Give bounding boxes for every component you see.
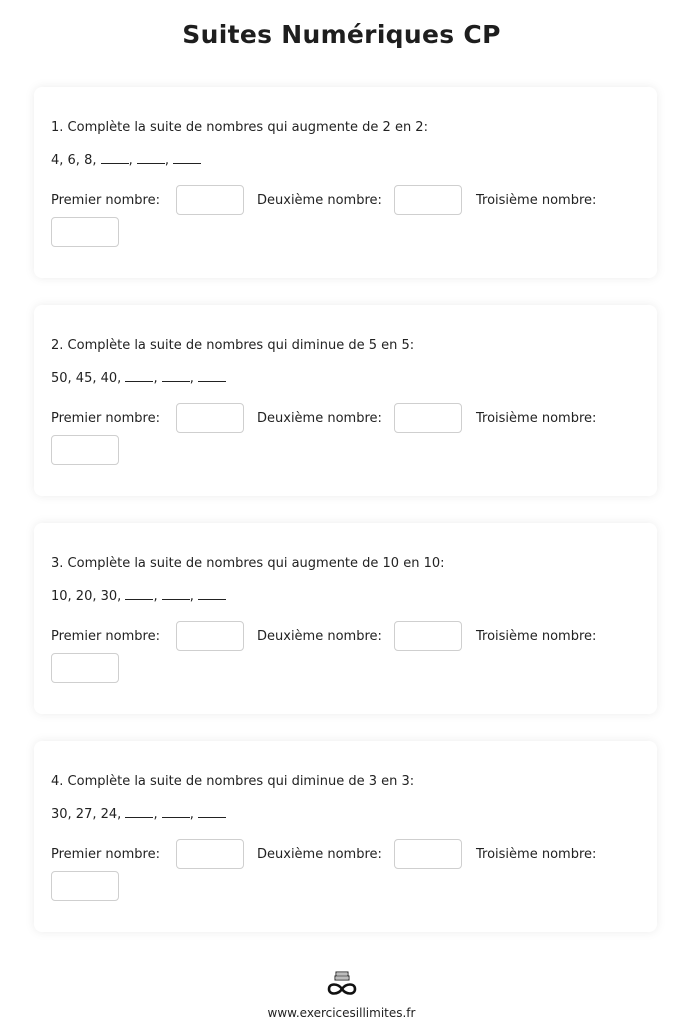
second-number-input[interactable] — [394, 185, 462, 215]
first-number-input[interactable] — [176, 839, 244, 869]
question-text: 4. Complète la suite de nombres qui diminue de 3 en 3: — [51, 774, 415, 789]
sequence: 50, 45, 40, , , — [51, 371, 226, 386]
second-number-label: Deuxième nombre: — [257, 411, 382, 426]
sequence: 30, 27, 24, , , — [51, 807, 226, 822]
question-text: 3. Complète la suite de nombres qui augmente de 10 en 10: — [51, 556, 445, 571]
third-number-input[interactable] — [51, 871, 119, 901]
first-number-label: Premier nombre: — [51, 629, 160, 644]
sequence-blank — [137, 153, 165, 164]
exercise-card-4 — [34, 741, 657, 932]
sequence-start: 50, 45, 40, — [51, 371, 122, 386]
sequence-blank — [125, 589, 153, 600]
second-number-input[interactable] — [394, 621, 462, 651]
first-number-label: Premier nombre: — [51, 193, 160, 208]
sequence-start: 4, 6, 8, — [51, 153, 97, 168]
third-number-label: Troisième nombre: — [476, 193, 597, 208]
third-number-input[interactable] — [51, 217, 119, 247]
third-number-label: Troisième nombre: — [476, 847, 597, 862]
sequence-start: 10, 20, 30, — [51, 589, 122, 604]
second-number-input[interactable] — [394, 403, 462, 433]
second-number-label: Deuxième nombre: — [257, 629, 382, 644]
second-number-label: Deuxième nombre: — [257, 193, 382, 208]
first-number-label: Premier nombre: — [51, 411, 160, 426]
sequence-blank — [173, 153, 201, 164]
page-title: Suites Numériques CP — [182, 20, 501, 49]
sequence-blank — [101, 153, 129, 164]
exercise-card-3 — [34, 523, 657, 714]
question-text: 1. Complète la suite de nombres qui augmente de 2 en 2: — [51, 120, 428, 135]
sequence-blank — [198, 589, 226, 600]
exercise-card-2 — [34, 305, 657, 496]
sequence: 4, 6, 8, , , — [51, 153, 201, 168]
sequence-blank — [125, 807, 153, 818]
sequence-blank — [198, 807, 226, 818]
sequence-blank — [162, 589, 190, 600]
third-number-label: Troisième nombre: — [476, 411, 597, 426]
sequence-blank — [198, 371, 226, 382]
infinity-books-logo-icon — [325, 970, 359, 1000]
exercise-card-1 — [34, 87, 657, 278]
question-text: 2. Complète la suite de nombres qui diminue de 5 en 5: — [51, 338, 415, 353]
first-number-input[interactable] — [176, 403, 244, 433]
third-number-input[interactable] — [51, 653, 119, 683]
sequence-blank — [162, 807, 190, 818]
second-number-input[interactable] — [394, 839, 462, 869]
first-number-input[interactable] — [176, 185, 244, 215]
second-number-label: Deuxième nombre: — [257, 847, 382, 862]
sequence-start: 30, 27, 24, — [51, 807, 122, 822]
sequence: 10, 20, 30, , , — [51, 589, 226, 604]
first-number-label: Premier nombre: — [51, 847, 160, 862]
third-number-label: Troisième nombre: — [476, 629, 597, 644]
third-number-input[interactable] — [51, 435, 119, 465]
footer-url: www.exercicesillimites.fr — [267, 1006, 416, 1020]
sequence-blank — [125, 371, 153, 382]
first-number-input[interactable] — [176, 621, 244, 651]
sequence-blank — [162, 371, 190, 382]
